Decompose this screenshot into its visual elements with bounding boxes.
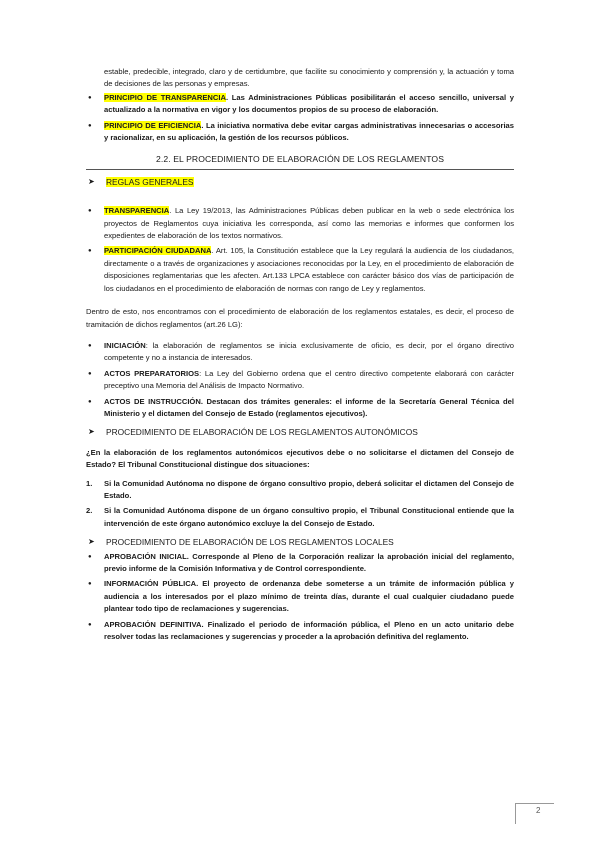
principle-text: . Las Administraciones Públicas posibilitarán el acceso sencillo, universal y actualizado a la normativa en vigor y los documentos propios de su proceso de elaboración. xyxy=(104,92,514,115)
spacer xyxy=(86,472,514,477)
principle-label: PRINCIPIO DE EFICIENCIA xyxy=(104,120,202,130)
list-item xyxy=(86,92,514,117)
list-item xyxy=(86,245,514,295)
local-label: APROBACIÓN DEFINITIVA xyxy=(104,619,202,629)
autonomicos-list xyxy=(86,478,514,531)
local-text: . Corresponde al Pleno de la Corporación realizar la aprobación inicial del reglamento, previo informe de la Comisión Informativa y de Control correspondiente. xyxy=(104,551,514,573)
footer-corner xyxy=(515,803,554,824)
estatal-label: ACTOS PREPARATORIOS xyxy=(104,368,200,378)
local-label: APROBACIÓN INICIAL xyxy=(104,551,187,561)
reglas-heading-text: REGLAS GENERALES xyxy=(106,176,194,187)
list-item xyxy=(86,120,514,145)
list-item xyxy=(86,396,514,421)
list-item xyxy=(86,478,514,503)
intro-estatal: Dentro de esto, nos encontramos con el procedimiento de elaboración de los reglamentos estatales, es decir, el proceso de tramitación de dichos reglamentos (art.26 LG): xyxy=(86,307,514,329)
section-title: 2.2. EL PROCEDIMIENTO DE ELABORACIÓN DE LOS REGLAMENTOS xyxy=(86,153,514,169)
principles-list xyxy=(86,92,514,145)
regla-label: TRANSPARENCIA xyxy=(104,206,170,216)
list-item xyxy=(86,578,514,615)
reglas-list xyxy=(86,205,514,295)
regla-text: . Art. 105, la Constitución establece que la Ley regulará la audiencia de los ciudadanos, directamente o a través de organizaciones y asociaciones reconocidas por la Ley, en el procedimiento de elaboración de disposiciones reglamentarias que les afecten. Art.133 LPCA establece con carácter básico dos vías de participación de los ciudadanos en el procedimiento de elaboración de normas con rango de Ley y reglamentos. xyxy=(104,246,514,293)
estatal-text: : La Ley del Gobierno ordena que el centro directivo competente elaborará con carácter preceptivo una Memoria del Análisis de Impacto Normativo. xyxy=(104,368,514,391)
spacer xyxy=(86,298,514,306)
estatal-text: . Destacan dos trámites generales: el informe de la Secretaría General Técnica del Ministerio y el dictamen del Consejo de Estado (reglamentos ejecutivos). xyxy=(104,396,514,418)
regla-label: PARTICIPACIÓN CIUDADANA xyxy=(104,246,212,256)
spacer xyxy=(86,196,514,204)
local-text: . Finalizado el periodo de información pública, el Pleno en un acto unitario debe resolver todas las reclamaciones y sugerencias y proceder a la aprobación definitiva del reglamento. xyxy=(104,619,514,642)
arrow-icon: ➤ xyxy=(88,427,95,437)
estatal-label: INICIACIÓN xyxy=(104,340,146,350)
autonomicos-question: ¿En la elaboración de los reglamentos autonómicos ejecutivos debe o no solicitarse el dictamen del Consejo de Estado? El Tribunal Constitucional distingue dos situaciones: xyxy=(86,447,514,470)
spacer xyxy=(86,331,514,339)
local-label: INFORMACIÓN PÚBLICA xyxy=(104,579,197,589)
principle-text: . La iniciativa normativa debe evitar cargas administrativas innecesarias o accesorias y racionalizar, en su aplicación, la gestión de los recursos públicos. xyxy=(104,120,514,143)
estatal-text: : la elaboración de reglamentos se inicia exclusivamente de oficio, es decir, por el órgano directivo competente y no a instancia de interesados. xyxy=(104,340,514,363)
page-number: 2 xyxy=(536,806,541,815)
arrow-icon: ➤ xyxy=(88,176,95,186)
list-item xyxy=(86,619,514,644)
item-number: 1. xyxy=(86,478,93,488)
reglas-heading xyxy=(86,176,514,188)
lead-paragraph: estable, predecible, integrado, claro y de certidumbre, que facilite su conocimiento y comprensión y, la actuación y toma de decisiones de las personas y empresas. xyxy=(104,67,514,89)
local-text: . El proyecto de ordenanza debe someterse a un trámite de información pública y audiencia a los interesados por el plazo mínimo de treinta días, durante el cual cualquier ciudadano puede plantear todo tipo de reclamaciones y sugerencias. xyxy=(104,579,514,614)
principle-label: PRINCIPIO DE TRANSPARENCIA xyxy=(104,92,226,102)
list-item xyxy=(86,205,514,242)
regla-text: . La Ley 19/2013, las Administraciones Públicas deben publicar en la web o sede electrónica los proyectos de Reglamentos cuya iniciativa les corresponda, así como las memorias e informes que conformen los expedientes de elaboración de los textos normativos. xyxy=(104,206,514,241)
item-text: Si la Comunidad Autónoma dispone de un órgano consultivo propio, el Tribunal Constitucional entiende que la intervención de este órgano autonómico excluye la del Consejo de Estado. xyxy=(104,506,514,528)
arrow-icon: ➤ xyxy=(88,537,95,547)
list-item xyxy=(86,551,514,576)
list-item xyxy=(86,368,514,393)
item-text: Si la Comunidad Autónoma no dispone de órgano consultivo propio, deberá solicitar el dictamen del Consejo de Estado. xyxy=(104,478,514,500)
page-content xyxy=(86,66,514,646)
list-item xyxy=(86,505,514,530)
autonomicos-heading xyxy=(86,426,514,438)
estatal-label: ACTOS DE INSTRUCCIÓN xyxy=(104,396,201,406)
locales-heading xyxy=(86,536,514,548)
locales-heading-text: PROCEDIMIENTO DE ELABORACIÓN DE LOS REGLAMENTOS LOCALES xyxy=(106,537,394,548)
estatal-list xyxy=(86,340,514,420)
item-number: 2. xyxy=(86,506,93,516)
locales-list xyxy=(86,551,514,644)
autonomicos-heading-text: PROCEDIMIENTO DE ELABORACIÓN DE LOS REGLAMENTOS AUTONÓMICOS xyxy=(106,427,418,438)
list-item xyxy=(86,340,514,365)
